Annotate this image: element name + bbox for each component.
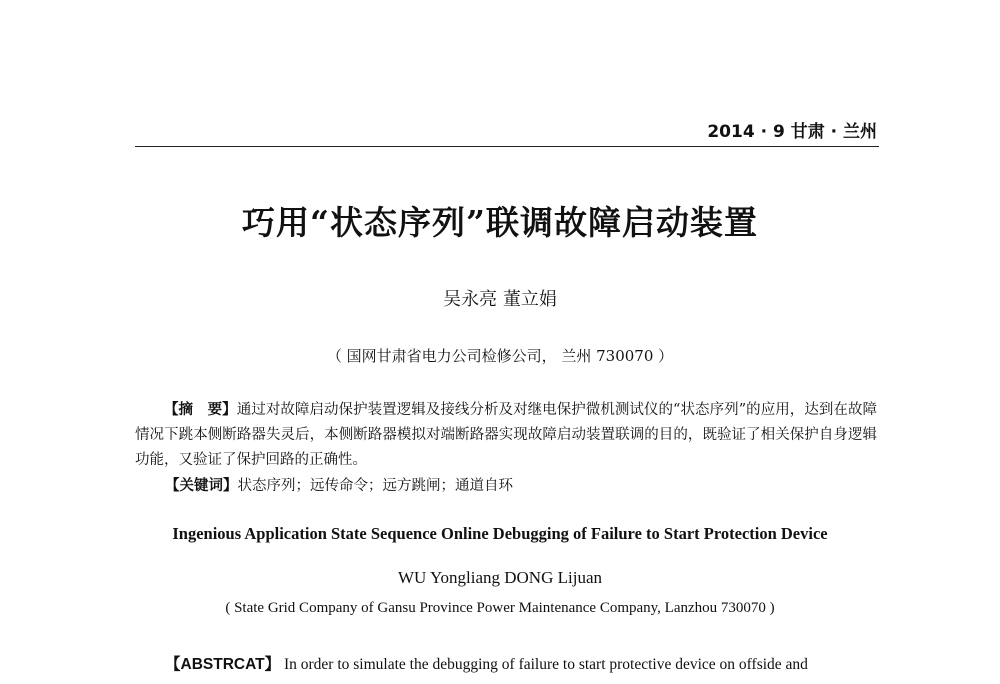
- authors-cn: 吴永亮 董立娟: [443, 289, 557, 310]
- affiliation-en: ( State Grid Company of Gansu Province Power Maintenance Company, Lanzhou 730070 ): [225, 600, 775, 616]
- keywords-cn-text: 状态序列；远传命令；远方跳闸；通道自环: [237, 478, 513, 494]
- abstract-cn-text: 通过对故障启动保护装置逻辑及接线分析及对继电保护微机测试仪的“状态序列”的应用，达到在故障情况下跳本侧断路器失灵后，本侧断路器模拟对端断路器实现故障启动装置联调的目的，既验证了相关保护自身逻辑功能，又验证了保护回路的正确性。: [135, 402, 878, 468]
- paper-title-en: Ingenious Application State Sequence Online Debugging of Failure to Start Protection Device: [172, 524, 828, 543]
- header-divider: [135, 146, 879, 147]
- journal-issue-header: 2014 · 9 甘肃 · 兰州: [707, 122, 877, 142]
- abstract-en-text: In order to simulate the debugging of failure to start protective device on offside and: [283, 656, 808, 673]
- abstract-en: [165, 654, 881, 676]
- authors-en: WU Yongliang DONG Lijuan: [398, 568, 602, 587]
- abstract-en-label: 【ABSTRCAT】: [165, 656, 281, 673]
- abstract-cn: [135, 398, 877, 473]
- keywords-cn: [165, 474, 877, 495]
- affiliation-cn: （ 国网甘肃省电力公司检修公司， 兰州 730070 ）: [326, 347, 674, 365]
- keywords-cn-label: 【关键词】: [165, 478, 238, 494]
- paper-title-cn: 巧用“状态序列”联调故障启动装置: [242, 203, 758, 242]
- abstract-cn-label: 【摘 要】: [164, 402, 237, 418]
